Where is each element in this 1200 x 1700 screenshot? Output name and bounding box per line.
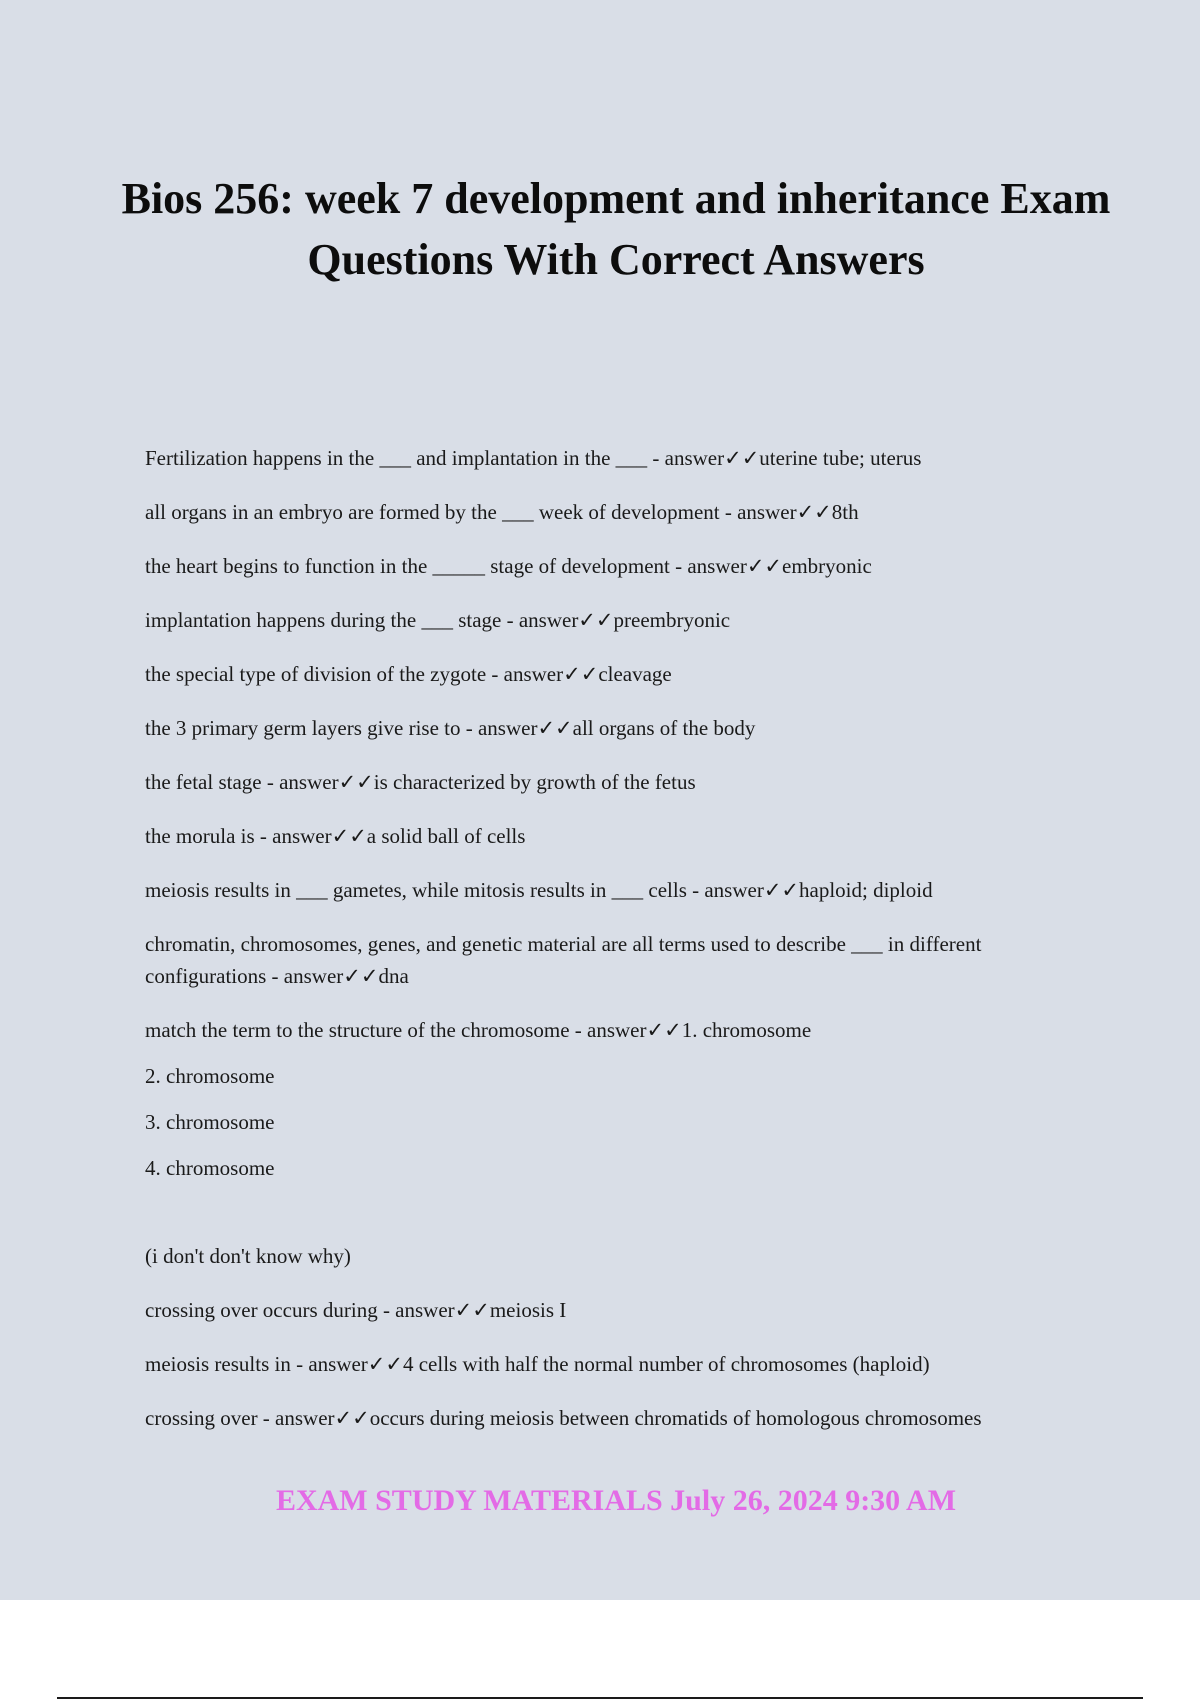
- qa-item: the fetal stage - answer✓✓is characterized by growth of the fetus: [145, 770, 696, 794]
- qa-item: the special type of division of the zygote - answer✓✓cleavage: [145, 662, 672, 686]
- qa-item: meiosis results in ___ gametes, while mitosis results in ___ cells - answer✓✓haploid; diploid: [145, 878, 933, 902]
- qa-item: meiosis results in - answer✓✓4 cells with half the normal number of chromosomes (haploid): [145, 1352, 930, 1376]
- document-title: Bios 256: week 7 development and inheritance Exam Questions With Correct Answers: [121, 174, 1111, 284]
- bottom-divider: [57, 1697, 1143, 1699]
- qa-item: all organs in an embryo are formed by the ___ week of development - answer✓✓8th: [145, 500, 859, 524]
- qa-item: crossing over occurs during - answer✓✓meiosis I: [145, 1298, 567, 1322]
- exam-stamp: EXAM STUDY MATERIALS July 26, 2024 9:30 AM: [275, 1484, 957, 1517]
- qa-item: 2. chromosome: [145, 1064, 275, 1088]
- qa-list: [145, 442, 1075, 1456]
- qa-item: Fertilization happens in the ___ and implantation in the ___ - answer✓✓uterine tube; uterus: [145, 446, 922, 470]
- qa-item: crossing over - answer✓✓occurs during meiosis between chromatids of homologous chromosomes: [145, 1406, 982, 1430]
- qa-item: 3. chromosome: [145, 1110, 275, 1134]
- qa-item: 4. chromosome: [145, 1156, 275, 1180]
- qa-item: the 3 primary germ layers give rise to - answer✓✓all organs of the body: [145, 716, 756, 740]
- qa-item: chromatin, chromosomes, genes, and genetic material are all terms used to describe ___ in different configurations - answer✓✓dna: [145, 932, 982, 988]
- qa-item: match the term to the structure of the chromosome - answer✓✓1. chromosome: [145, 1018, 812, 1042]
- qa-item: the heart begins to function in the _____ stage of development - answer✓✓embryonic: [145, 554, 872, 578]
- qa-item: the morula is - answer✓✓a solid ball of cells: [145, 824, 526, 848]
- qa-item: (i don't don't know why): [145, 1244, 351, 1268]
- qa-item: implantation happens during the ___ stage - answer✓✓preembryonic: [145, 608, 731, 632]
